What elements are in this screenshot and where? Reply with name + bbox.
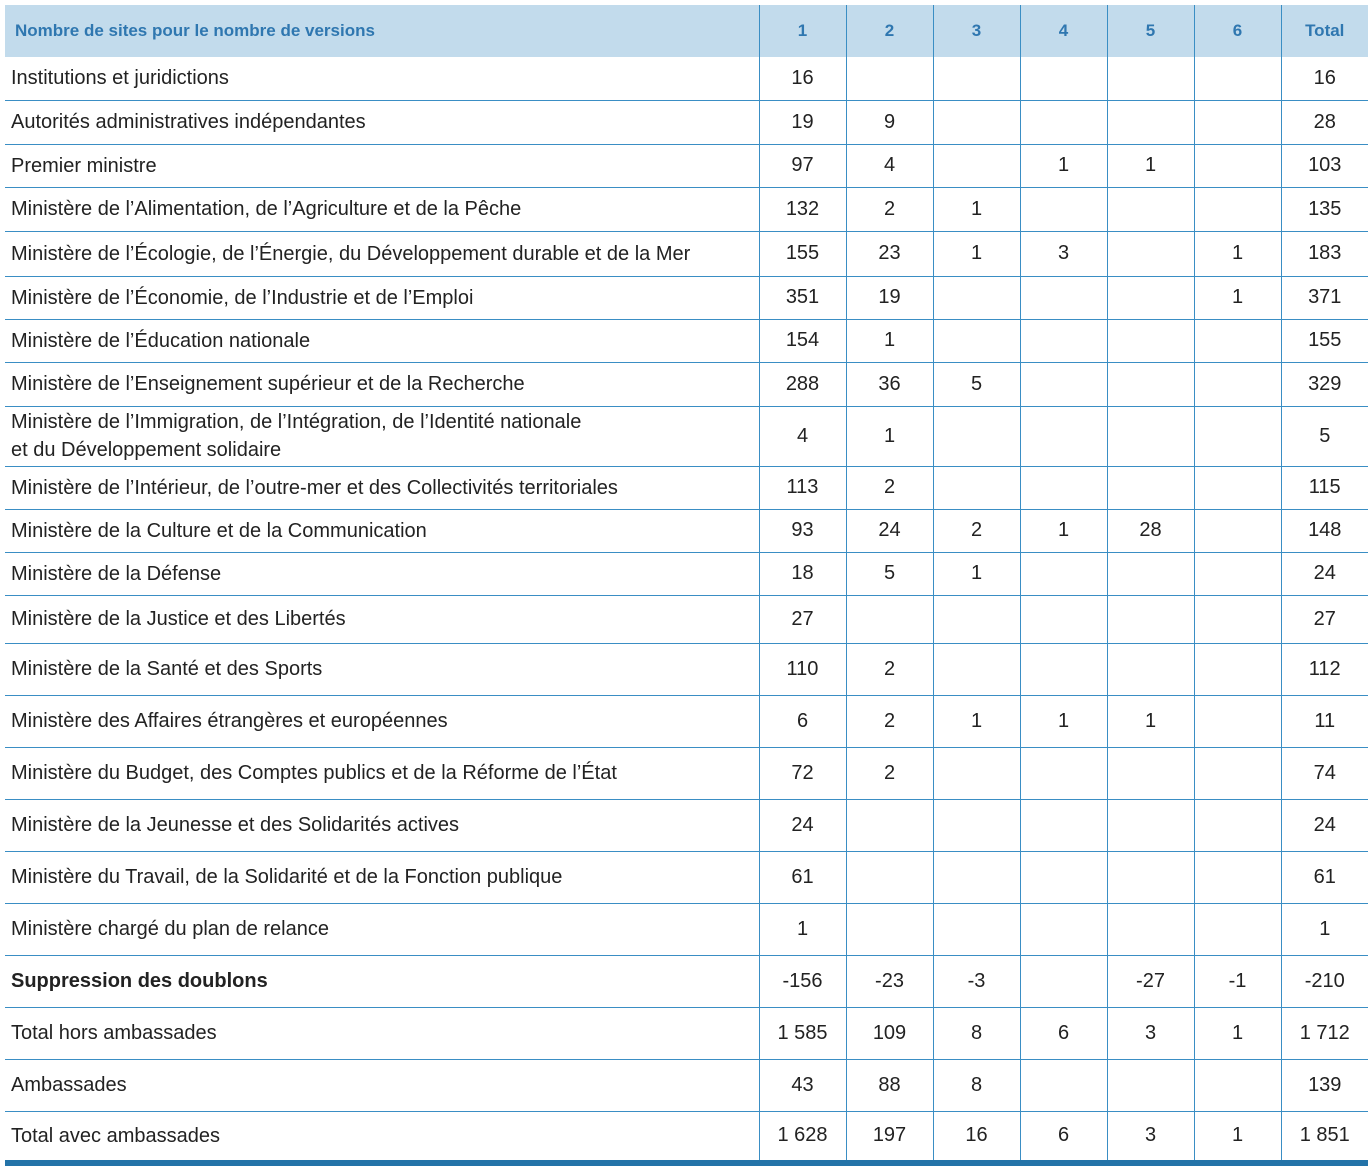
cell-col-total: 148 (1281, 509, 1368, 552)
table-row (5, 319, 1368, 362)
table-row (5, 231, 1368, 276)
cell-col-3: 1 (933, 552, 1020, 595)
cell-col-2: 23 (846, 231, 933, 276)
cell-col-total: 329 (1281, 362, 1368, 406)
cell-col-5: 3 (1107, 1007, 1194, 1059)
row-label (5, 851, 759, 903)
cell-col-1: 93 (759, 509, 846, 552)
row-label-text: Ministère de l’Écologie, de l’Énergie, du Développement durable et de la Mer (11, 242, 691, 265)
table-row (5, 187, 1368, 231)
cell-col-6: 1 (1194, 276, 1281, 319)
row-label-text-line2: et du Développement solidaire (11, 439, 282, 461)
cell-col-2: 1 (846, 319, 933, 362)
table-row (5, 1007, 1368, 1059)
row-label (5, 955, 759, 1007)
cell-col-1: 72 (759, 747, 846, 799)
cell-col-6 (1194, 509, 1281, 552)
cell-col-5: -27 (1107, 955, 1194, 1007)
cell-col-6 (1194, 595, 1281, 643)
cell-col-3 (933, 144, 1020, 187)
cell-col-1: -156 (759, 955, 846, 1007)
cell-col-6 (1194, 695, 1281, 747)
cell-col-total: 371 (1281, 276, 1368, 319)
row-label-text: Ministère de l’Intérieur, de l’outre-mer et des Collectivités territoriales (11, 476, 618, 499)
cell-col-1: 1 585 (759, 1007, 846, 1059)
header-col-6: 6 (1194, 5, 1281, 57)
row-label-text: Ministère chargé du plan de relance (11, 918, 329, 940)
cell-col-4 (1020, 955, 1107, 1007)
header-col-2: 2 (846, 5, 933, 57)
cell-col-total: 155 (1281, 319, 1368, 362)
cell-col-4: 1 (1020, 695, 1107, 747)
cell-col-6 (1194, 747, 1281, 799)
cell-col-2: 36 (846, 362, 933, 406)
cell-col-6 (1194, 552, 1281, 595)
row-label-text: Total hors ambassades (11, 1022, 217, 1044)
cell-col-2 (846, 903, 933, 955)
cell-col-total: 28 (1281, 100, 1368, 144)
cell-col-5 (1107, 276, 1194, 319)
header-col-5: 5 (1107, 5, 1194, 57)
cell-col-6: -1 (1194, 955, 1281, 1007)
cell-col-5 (1107, 799, 1194, 851)
cell-col-6 (1194, 466, 1281, 509)
cell-col-1: 97 (759, 144, 846, 187)
header-row (5, 5, 1368, 57)
row-label-text: Ministère de l’Immigration, de l’Intégration, de l’Identité nationale (11, 411, 582, 433)
cell-col-4 (1020, 747, 1107, 799)
table-row (5, 1059, 1368, 1111)
cell-col-2: 19 (846, 276, 933, 319)
cell-col-1: 113 (759, 466, 846, 509)
cell-col-6 (1194, 144, 1281, 187)
cell-col-1: 61 (759, 851, 846, 903)
cell-col-3 (933, 747, 1020, 799)
cell-col-total: 103 (1281, 144, 1368, 187)
table-row (5, 747, 1368, 799)
row-label-text: Ministère de la Jeunesse et des Solidarités actives (11, 814, 460, 836)
cell-col-2 (846, 57, 933, 100)
cell-col-5 (1107, 466, 1194, 509)
cell-col-4 (1020, 319, 1107, 362)
cell-col-6: 1 (1194, 1007, 1281, 1059)
cell-col-2 (846, 851, 933, 903)
row-label (5, 231, 759, 276)
header-col-total: Total (1281, 5, 1368, 57)
cell-col-4 (1020, 187, 1107, 231)
cell-col-1: 351 (759, 276, 846, 319)
cell-col-3 (933, 57, 1020, 100)
cell-col-1: 110 (759, 643, 846, 695)
cell-col-5: 28 (1107, 509, 1194, 552)
row-label (5, 144, 759, 187)
cell-col-5 (1107, 1059, 1194, 1111)
row-label (5, 276, 759, 319)
cell-col-5 (1107, 231, 1194, 276)
cell-col-2: 5 (846, 552, 933, 595)
header-col-4: 4 (1020, 5, 1107, 57)
cell-col-4 (1020, 406, 1107, 466)
cell-col-2: 2 (846, 643, 933, 695)
cell-col-6 (1194, 187, 1281, 231)
cell-col-total: -210 (1281, 955, 1368, 1007)
cell-col-5: 1 (1107, 695, 1194, 747)
cell-col-6 (1194, 903, 1281, 955)
cell-col-3: 5 (933, 362, 1020, 406)
row-label-text: Ambassades (11, 1074, 127, 1096)
cell-col-1: 19 (759, 100, 846, 144)
cell-col-5: 1 (1107, 144, 1194, 187)
cell-col-2: 4 (846, 144, 933, 187)
row-label-text: Ministère de la Justice et des Libertés (11, 608, 346, 630)
cell-col-total: 135 (1281, 187, 1368, 231)
cell-col-2 (846, 595, 933, 643)
row-label (5, 509, 759, 552)
cell-col-1: 1 (759, 903, 846, 955)
cell-col-total: 1 712 (1281, 1007, 1368, 1059)
cell-col-5 (1107, 851, 1194, 903)
table-row (5, 144, 1368, 187)
cell-col-total: 1 (1281, 903, 1368, 955)
table-row (5, 552, 1368, 595)
cell-col-3: 1 (933, 695, 1020, 747)
cell-col-1: 154 (759, 319, 846, 362)
cell-col-4 (1020, 466, 1107, 509)
cell-col-2 (846, 799, 933, 851)
row-label (5, 552, 759, 595)
cell-col-2: 197 (846, 1111, 933, 1163)
cell-col-3 (933, 799, 1020, 851)
row-label-text: Ministère de l’Éducation nationale (11, 329, 311, 352)
cell-col-5 (1107, 406, 1194, 466)
cell-col-total: 16 (1281, 57, 1368, 100)
cell-col-6: 1 (1194, 1111, 1281, 1163)
cell-col-4: 1 (1020, 509, 1107, 552)
cell-col-5 (1107, 187, 1194, 231)
cell-col-5: 3 (1107, 1111, 1194, 1163)
cell-col-3: 8 (933, 1007, 1020, 1059)
row-label-text: Ministère des Affaires étrangères et européennes (11, 710, 448, 732)
table-row (5, 466, 1368, 509)
cell-col-5 (1107, 57, 1194, 100)
cell-col-total: 24 (1281, 552, 1368, 595)
cell-col-6 (1194, 1059, 1281, 1111)
row-label-text: Ministère de l’Économie, de l’Industrie et de l’Emploi (11, 286, 474, 309)
table-header (5, 5, 1368, 57)
versions-table (5, 5, 1368, 1166)
table-body (5, 57, 1368, 1163)
cell-col-1: 6 (759, 695, 846, 747)
table-row (5, 955, 1368, 1007)
cell-col-6 (1194, 406, 1281, 466)
cell-col-total: 74 (1281, 747, 1368, 799)
cell-col-1: 24 (759, 799, 846, 851)
table-row (5, 799, 1368, 851)
cell-col-6 (1194, 799, 1281, 851)
table-container (5, 5, 1366, 1166)
cell-col-total: 11 (1281, 695, 1368, 747)
cell-col-5 (1107, 100, 1194, 144)
cell-col-5 (1107, 643, 1194, 695)
cell-col-2: 2 (846, 747, 933, 799)
row-label-text: Total avec ambassades (11, 1124, 221, 1147)
cell-col-1: 16 (759, 57, 846, 100)
row-label-text: Institutions et juridictions (11, 67, 229, 90)
cell-col-5 (1107, 319, 1194, 362)
cell-col-3: 2 (933, 509, 1020, 552)
cell-col-4 (1020, 643, 1107, 695)
cell-col-4: 6 (1020, 1111, 1107, 1163)
cell-col-1: 132 (759, 187, 846, 231)
row-label-text: Ministère du Travail, de la Solidarité et de la Fonction publique (11, 866, 563, 888)
cell-col-2: 1 (846, 406, 933, 466)
row-label (5, 406, 759, 466)
row-label-text: Ministère de l’Enseignement supérieur et de la Recherche (11, 373, 525, 395)
cell-col-4 (1020, 100, 1107, 144)
cell-col-2: -23 (846, 955, 933, 1007)
cell-col-3 (933, 595, 1020, 643)
cell-col-3 (933, 903, 1020, 955)
cell-col-5 (1107, 362, 1194, 406)
row-label (5, 595, 759, 643)
table-row (5, 595, 1368, 643)
table-row (5, 903, 1368, 955)
cell-col-total: 27 (1281, 595, 1368, 643)
cell-col-4 (1020, 1059, 1107, 1111)
row-label (5, 319, 759, 362)
cell-col-total: 1 851 (1281, 1111, 1368, 1163)
cell-col-total: 183 (1281, 231, 1368, 276)
header-col-3: 3 (933, 5, 1020, 57)
cell-col-1: 4 (759, 406, 846, 466)
cell-col-3: 1 (933, 187, 1020, 231)
cell-col-5 (1107, 903, 1194, 955)
cell-col-6 (1194, 362, 1281, 406)
row-label-text: Ministère de la Santé et des Sports (11, 658, 323, 680)
cell-col-2: 2 (846, 187, 933, 231)
cell-col-3 (933, 851, 1020, 903)
row-label-text: Suppression des doublons (11, 970, 268, 992)
cell-col-3: -3 (933, 955, 1020, 1007)
cell-col-1: 1 628 (759, 1111, 846, 1163)
row-label (5, 747, 759, 799)
cell-col-3: 16 (933, 1111, 1020, 1163)
cell-col-5 (1107, 747, 1194, 799)
table-row (5, 643, 1368, 695)
row-label (5, 187, 759, 231)
table-row (5, 509, 1368, 552)
cell-col-4 (1020, 276, 1107, 319)
cell-col-4 (1020, 851, 1107, 903)
row-label-text: Ministère du Budget, des Comptes publics et de la Réforme de l’État (11, 762, 617, 784)
cell-col-2: 24 (846, 509, 933, 552)
row-label-text: Autorités administratives indépendantes (11, 111, 366, 133)
cell-col-4 (1020, 903, 1107, 955)
cell-col-2: 9 (846, 100, 933, 144)
cell-col-1: 288 (759, 362, 846, 406)
cell-col-total: 139 (1281, 1059, 1368, 1111)
table-row (5, 57, 1368, 100)
cell-col-1: 43 (759, 1059, 846, 1111)
row-label (5, 903, 759, 955)
cell-col-3 (933, 406, 1020, 466)
cell-col-4 (1020, 362, 1107, 406)
table-row (5, 851, 1368, 903)
table-row (5, 276, 1368, 319)
cell-col-total: 24 (1281, 799, 1368, 851)
cell-col-4: 6 (1020, 1007, 1107, 1059)
cell-col-total: 112 (1281, 643, 1368, 695)
cell-col-6 (1194, 100, 1281, 144)
row-label (5, 643, 759, 695)
row-label (5, 799, 759, 851)
table-row (5, 695, 1368, 747)
cell-col-1: 155 (759, 231, 846, 276)
row-label-text: Premier ministre (11, 154, 157, 177)
cell-col-6: 1 (1194, 231, 1281, 276)
row-label (5, 466, 759, 509)
cell-col-4 (1020, 595, 1107, 643)
table-row (5, 100, 1368, 144)
cell-col-2: 2 (846, 466, 933, 509)
row-label (5, 362, 759, 406)
cell-col-6 (1194, 319, 1281, 362)
row-label-text: Ministère de la Culture et de la Communication (11, 519, 427, 542)
cell-col-4: 1 (1020, 144, 1107, 187)
cell-col-1: 27 (759, 595, 846, 643)
row-label (5, 695, 759, 747)
header-col-1: 1 (759, 5, 846, 57)
cell-col-4: 3 (1020, 231, 1107, 276)
cell-col-2: 2 (846, 695, 933, 747)
cell-col-4 (1020, 552, 1107, 595)
table-row (5, 362, 1368, 406)
cell-col-1: 18 (759, 552, 846, 595)
cell-col-3 (933, 319, 1020, 362)
cell-col-3 (933, 276, 1020, 319)
row-label-text: Ministère de la Défense (11, 562, 222, 585)
row-label (5, 1111, 759, 1163)
table-row (5, 1111, 1368, 1163)
cell-col-total: 5 (1281, 406, 1368, 466)
cell-col-3: 8 (933, 1059, 1020, 1111)
cell-col-4 (1020, 799, 1107, 851)
row-label (5, 57, 759, 100)
cell-col-3 (933, 100, 1020, 144)
row-label (5, 1059, 759, 1111)
cell-col-3 (933, 643, 1020, 695)
cell-col-5 (1107, 552, 1194, 595)
cell-col-6 (1194, 57, 1281, 100)
cell-col-total: 61 (1281, 851, 1368, 903)
cell-col-5 (1107, 595, 1194, 643)
header-label: Nombre de sites pour le nombre de versions (5, 5, 759, 57)
cell-col-6 (1194, 643, 1281, 695)
cell-col-3 (933, 466, 1020, 509)
cell-col-total: 115 (1281, 466, 1368, 509)
cell-col-2: 88 (846, 1059, 933, 1111)
row-label (5, 100, 759, 144)
cell-col-6 (1194, 851, 1281, 903)
cell-col-3: 1 (933, 231, 1020, 276)
table-row (5, 406, 1368, 466)
cell-col-2: 109 (846, 1007, 933, 1059)
cell-col-4 (1020, 57, 1107, 100)
row-label (5, 1007, 759, 1059)
row-label-text: Ministère de l’Alimentation, de l’Agriculture et de la Pêche (11, 198, 522, 220)
